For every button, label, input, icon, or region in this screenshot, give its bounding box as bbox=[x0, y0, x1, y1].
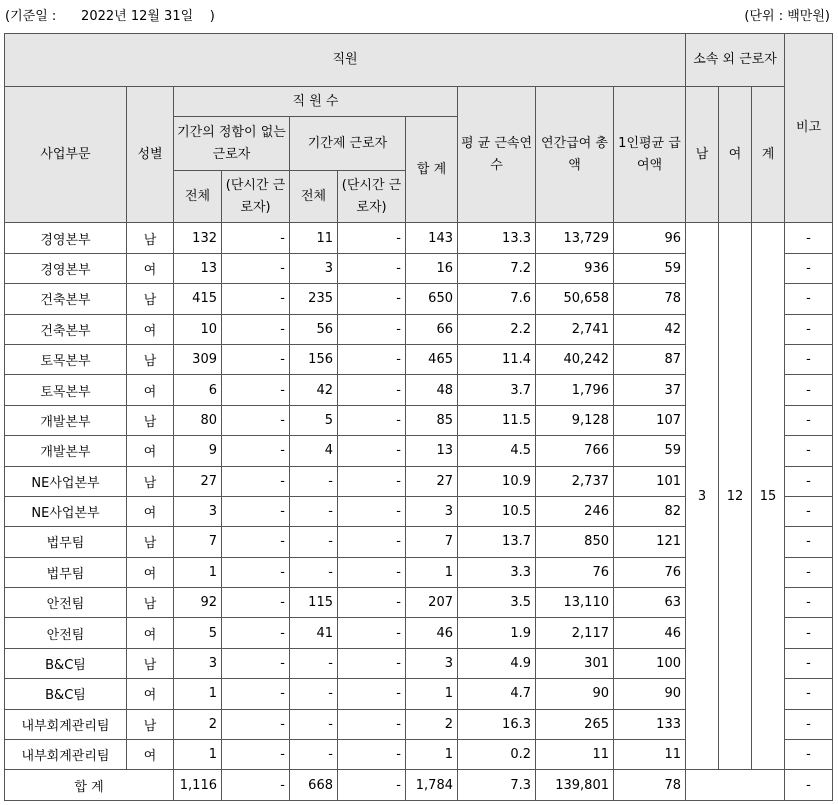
basis-date: (기준일 : 2022년 12월 31일 ) bbox=[5, 9, 215, 24]
header-fixed-part: (단시간 근로자) bbox=[338, 171, 406, 223]
header-avg-pay: 1인평균 급여액 bbox=[614, 87, 686, 223]
cell-sum: 2 bbox=[406, 709, 458, 739]
cell-remark: - bbox=[785, 314, 833, 344]
table-body bbox=[5, 223, 833, 800]
cell-pay-avg: 101 bbox=[614, 466, 686, 496]
cell-pay-total: 246 bbox=[536, 496, 614, 526]
cell-tenure: 3.3 bbox=[458, 557, 536, 587]
cell-remark: - bbox=[785, 344, 833, 374]
cell-tenure: 4.9 bbox=[458, 648, 536, 678]
cell-perm-part: - bbox=[222, 466, 290, 496]
cell-division: NE사업본부 bbox=[5, 496, 127, 526]
cell-fixed-total: 156 bbox=[290, 344, 338, 374]
cell-pay-total: 40,242 bbox=[536, 344, 614, 374]
cell-perm-total: 415 bbox=[174, 284, 222, 314]
employee-status-table bbox=[4, 33, 833, 801]
cell-fixed-part: - bbox=[338, 679, 406, 709]
cell-gender: 여 bbox=[127, 375, 174, 405]
cell-fixed-total: - bbox=[290, 496, 338, 526]
cell-fixed-part: - bbox=[338, 405, 406, 435]
cell-pay-avg: 42 bbox=[614, 314, 686, 344]
cell-tenure: 1.9 bbox=[458, 618, 536, 648]
cell-fixed-part: - bbox=[338, 253, 406, 283]
cell-fixed-part: - bbox=[338, 648, 406, 678]
cell-fixed-part: - bbox=[338, 588, 406, 618]
header-employees: 직원 bbox=[5, 34, 686, 87]
cell-tenure: 13.3 bbox=[458, 223, 536, 253]
cell-perm-total: 6 bbox=[174, 375, 222, 405]
header-permanent: 기간의 정함이 없는 근로자 bbox=[174, 117, 290, 171]
cell-pay-total: 50,658 bbox=[536, 284, 614, 314]
total-sum: 1,784 bbox=[406, 770, 458, 800]
cell-sum: 1 bbox=[406, 557, 458, 587]
cell-division: 법무팀 bbox=[5, 557, 127, 587]
cell-gender: 남 bbox=[127, 648, 174, 678]
cell-gender: 여 bbox=[127, 496, 174, 526]
cell-sum: 1 bbox=[406, 679, 458, 709]
cell-tenure: 7.2 bbox=[458, 253, 536, 283]
table-header bbox=[5, 34, 833, 223]
cell-pay-avg: 82 bbox=[614, 496, 686, 526]
cell-remark: - bbox=[785, 405, 833, 435]
cell-division: 개발본부 bbox=[5, 436, 127, 466]
cell-fixed-part: - bbox=[338, 740, 406, 770]
cell-pay-avg: 121 bbox=[614, 527, 686, 557]
cell-pay-avg: 46 bbox=[614, 618, 686, 648]
cell-fixed-total: - bbox=[290, 740, 338, 770]
cell-gender: 여 bbox=[127, 557, 174, 587]
cell-perm-total: 9 bbox=[174, 436, 222, 466]
cell-tenure: 4.5 bbox=[458, 436, 536, 466]
cell-perm-total: 5 bbox=[174, 618, 222, 648]
cell-fixed-total: - bbox=[290, 709, 338, 739]
cell-perm-total: 10 bbox=[174, 314, 222, 344]
cell-perm-part: - bbox=[222, 709, 290, 739]
cell-fixed-total: - bbox=[290, 679, 338, 709]
cell-remark: - bbox=[785, 679, 833, 709]
cell-perm-part: - bbox=[222, 223, 290, 253]
cell-pay-avg: 90 bbox=[614, 679, 686, 709]
cell-perm-total: 1 bbox=[174, 557, 222, 587]
cell-tenure: 11.5 bbox=[458, 405, 536, 435]
cell-perm-part: - bbox=[222, 588, 290, 618]
cell-division: B&C팀 bbox=[5, 648, 127, 678]
cell-sum: 27 bbox=[406, 466, 458, 496]
cell-pay-avg: 100 bbox=[614, 648, 686, 678]
header-subtotal: 합 계 bbox=[406, 117, 458, 223]
total-perm-part: - bbox=[222, 770, 290, 800]
cell-pay-total: 76 bbox=[536, 557, 614, 587]
cell-pay-avg: 11 bbox=[614, 740, 686, 770]
cell-division: 법무팀 bbox=[5, 527, 127, 557]
cell-fixed-total: 42 bbox=[290, 375, 338, 405]
cell-fixed-part: - bbox=[338, 466, 406, 496]
cell-pay-avg: 107 bbox=[614, 405, 686, 435]
cell-remark: - bbox=[785, 253, 833, 283]
cell-tenure: 0.2 bbox=[458, 740, 536, 770]
header-annual-pay: 연간급여 총 액 bbox=[536, 87, 614, 223]
cell-fixed-total: - bbox=[290, 557, 338, 587]
cell-pay-avg: 59 bbox=[614, 253, 686, 283]
cell-gender: 남 bbox=[127, 223, 174, 253]
cell-tenure: 11.4 bbox=[458, 344, 536, 374]
cell-perm-total: 92 bbox=[174, 588, 222, 618]
cell-perm-total: 2 bbox=[174, 709, 222, 739]
cell-remark: - bbox=[785, 436, 833, 466]
cell-tenure: 10.5 bbox=[458, 496, 536, 526]
cell-tenure: 16.3 bbox=[458, 709, 536, 739]
cell-gender: 남 bbox=[127, 709, 174, 739]
cell-pay-avg: 96 bbox=[614, 223, 686, 253]
cell-tenure: 3.7 bbox=[458, 375, 536, 405]
cell-perm-total: 309 bbox=[174, 344, 222, 374]
cell-fixed-total: 5 bbox=[290, 405, 338, 435]
cell-fixed-part: - bbox=[338, 314, 406, 344]
cell-pay-total: 2,117 bbox=[536, 618, 614, 648]
cell-division: 토목본부 bbox=[5, 375, 127, 405]
cell-sum: 207 bbox=[406, 588, 458, 618]
cell-fixed-total: 4 bbox=[290, 436, 338, 466]
cell-sum: 85 bbox=[406, 405, 458, 435]
cell-division: NE사업본부 bbox=[5, 466, 127, 496]
cell-division: 내부회계관리팀 bbox=[5, 740, 127, 770]
cell-fixed-total: - bbox=[290, 527, 338, 557]
header-avg-tenure: 평 균 근속연수 bbox=[458, 87, 536, 223]
cell-fixed-part: - bbox=[338, 527, 406, 557]
cell-perm-total: 3 bbox=[174, 496, 222, 526]
total-tenure: 7.3 bbox=[458, 770, 536, 800]
cell-perm-part: - bbox=[222, 496, 290, 526]
cell-remark: - bbox=[785, 466, 833, 496]
cell-sum: 48 bbox=[406, 375, 458, 405]
cell-gender: 남 bbox=[127, 344, 174, 374]
cell-tenure: 10.9 bbox=[458, 466, 536, 496]
cell-sum: 143 bbox=[406, 223, 458, 253]
cell-fixed-part: - bbox=[338, 375, 406, 405]
cell-division: B&C팀 bbox=[5, 679, 127, 709]
total-pay-avg: 78 bbox=[614, 770, 686, 800]
cell-pay-total: 2,741 bbox=[536, 314, 614, 344]
cell-pay-total: 766 bbox=[536, 436, 614, 466]
cell-sum: 1 bbox=[406, 740, 458, 770]
cell-perm-total: 80 bbox=[174, 405, 222, 435]
cell-perm-part: - bbox=[222, 679, 290, 709]
cell-gender: 남 bbox=[127, 466, 174, 496]
cell-pay-total: 265 bbox=[536, 709, 614, 739]
cell-gender: 여 bbox=[127, 679, 174, 709]
header-aff-male: 남 bbox=[686, 87, 719, 223]
cell-remark: - bbox=[785, 527, 833, 557]
affiliate-male: 3 bbox=[686, 223, 719, 770]
header-aff-total: 계 bbox=[752, 87, 785, 223]
cell-perm-part: - bbox=[222, 648, 290, 678]
cell-fixed-part: - bbox=[338, 557, 406, 587]
cell-pay-avg: 59 bbox=[614, 436, 686, 466]
header-division: 사업부문 bbox=[5, 87, 127, 223]
affiliate-female: 12 bbox=[719, 223, 752, 770]
cell-perm-total: 7 bbox=[174, 527, 222, 557]
cell-pay-total: 13,110 bbox=[536, 588, 614, 618]
cell-gender: 남 bbox=[127, 284, 174, 314]
cell-fixed-part: - bbox=[338, 618, 406, 648]
cell-gender: 여 bbox=[127, 253, 174, 283]
cell-pay-total: 1,796 bbox=[536, 375, 614, 405]
total-affiliates-blank bbox=[686, 770, 785, 800]
cell-sum: 46 bbox=[406, 618, 458, 648]
header-perm-total: 전체 bbox=[174, 171, 222, 223]
cell-pay-avg: 37 bbox=[614, 375, 686, 405]
header-fixed-total: 전체 bbox=[290, 171, 338, 223]
cell-pay-avg: 133 bbox=[614, 709, 686, 739]
cell-sum: 3 bbox=[406, 648, 458, 678]
unit-note: (단위 : 백만원) bbox=[744, 9, 830, 24]
cell-perm-part: - bbox=[222, 284, 290, 314]
cell-perm-part: - bbox=[222, 527, 290, 557]
cell-perm-part: - bbox=[222, 740, 290, 770]
cell-fixed-total: 235 bbox=[290, 284, 338, 314]
cell-division: 경영본부 bbox=[5, 253, 127, 283]
cell-perm-total: 3 bbox=[174, 648, 222, 678]
cell-tenure: 7.6 bbox=[458, 284, 536, 314]
cell-perm-total: 132 bbox=[174, 223, 222, 253]
cell-tenure: 3.5 bbox=[458, 588, 536, 618]
cell-fixed-total: 41 bbox=[290, 618, 338, 648]
cell-perm-part: - bbox=[222, 253, 290, 283]
cell-perm-part: - bbox=[222, 618, 290, 648]
header-perm-part: (단시간 근로자) bbox=[222, 171, 290, 223]
cell-tenure: 2.2 bbox=[458, 314, 536, 344]
cell-sum: 16 bbox=[406, 253, 458, 283]
total-pay-total: 139,801 bbox=[536, 770, 614, 800]
cell-fixed-part: - bbox=[338, 709, 406, 739]
cell-gender: 여 bbox=[127, 314, 174, 344]
cell-pay-avg: 87 bbox=[614, 344, 686, 374]
cell-pay-total: 850 bbox=[536, 527, 614, 557]
cell-gender: 남 bbox=[127, 405, 174, 435]
cell-fixed-part: - bbox=[338, 223, 406, 253]
cell-division: 내부회계관리팀 bbox=[5, 709, 127, 739]
cell-perm-part: - bbox=[222, 314, 290, 344]
cell-gender: 남 bbox=[127, 588, 174, 618]
cell-remark: - bbox=[785, 648, 833, 678]
cell-perm-part: - bbox=[222, 375, 290, 405]
cell-division: 안전팀 bbox=[5, 618, 127, 648]
cell-gender: 남 bbox=[127, 527, 174, 557]
cell-sum: 3 bbox=[406, 496, 458, 526]
cell-pay-avg: 63 bbox=[614, 588, 686, 618]
cell-fixed-part: - bbox=[338, 344, 406, 374]
header-remarks: 비고 bbox=[785, 34, 833, 223]
cell-pay-total: 936 bbox=[536, 253, 614, 283]
cell-perm-total: 13 bbox=[174, 253, 222, 283]
cell-remark: - bbox=[785, 588, 833, 618]
cell-remark: - bbox=[785, 223, 833, 253]
cell-division: 건축본부 bbox=[5, 314, 127, 344]
cell-tenure: 13.7 bbox=[458, 527, 536, 557]
cell-sum: 7 bbox=[406, 527, 458, 557]
cell-division: 안전팀 bbox=[5, 588, 127, 618]
cell-pay-total: 2,737 bbox=[536, 466, 614, 496]
cell-division: 건축본부 bbox=[5, 284, 127, 314]
total-fixed-total: 668 bbox=[290, 770, 338, 800]
cell-fixed-part: - bbox=[338, 284, 406, 314]
cell-perm-part: - bbox=[222, 557, 290, 587]
cell-pay-avg: 78 bbox=[614, 284, 686, 314]
cell-fixed-part: - bbox=[338, 436, 406, 466]
table-row bbox=[5, 223, 833, 253]
total-remark: - bbox=[785, 770, 833, 800]
cell-remark: - bbox=[785, 740, 833, 770]
cell-fixed-total: 56 bbox=[290, 314, 338, 344]
cell-remark: - bbox=[785, 709, 833, 739]
cell-perm-total: 1 bbox=[174, 679, 222, 709]
cell-fixed-total: 3 bbox=[290, 253, 338, 283]
total-row bbox=[5, 770, 833, 800]
header-headcount: 직 원 수 bbox=[174, 87, 458, 117]
cell-pay-avg: 76 bbox=[614, 557, 686, 587]
cell-remark: - bbox=[785, 557, 833, 587]
cell-sum: 650 bbox=[406, 284, 458, 314]
cell-remark: - bbox=[785, 618, 833, 648]
cell-sum: 465 bbox=[406, 344, 458, 374]
cell-remark: - bbox=[785, 496, 833, 526]
cell-pay-total: 11 bbox=[536, 740, 614, 770]
cell-perm-part: - bbox=[222, 436, 290, 466]
cell-pay-total: 13,729 bbox=[536, 223, 614, 253]
cell-remark: - bbox=[785, 284, 833, 314]
cell-division: 토목본부 bbox=[5, 344, 127, 374]
total-fixed-part: - bbox=[338, 770, 406, 800]
cell-division: 개발본부 bbox=[5, 405, 127, 435]
cell-perm-total: 27 bbox=[174, 466, 222, 496]
cell-perm-total: 1 bbox=[174, 740, 222, 770]
cell-fixed-total: - bbox=[290, 466, 338, 496]
cell-gender: 여 bbox=[127, 740, 174, 770]
cell-pay-total: 301 bbox=[536, 648, 614, 678]
header-gender: 성별 bbox=[127, 87, 174, 223]
affiliate-total: 15 bbox=[752, 223, 785, 770]
cell-fixed-part: - bbox=[338, 496, 406, 526]
cell-pay-total: 9,128 bbox=[536, 405, 614, 435]
cell-fixed-total: 11 bbox=[290, 223, 338, 253]
cell-tenure: 4.7 bbox=[458, 679, 536, 709]
total-perm-total: 1,116 bbox=[174, 770, 222, 800]
table-caption bbox=[0, 0, 838, 30]
cell-division: 경영본부 bbox=[5, 223, 127, 253]
cell-fixed-total: 115 bbox=[290, 588, 338, 618]
cell-gender: 여 bbox=[127, 618, 174, 648]
cell-perm-part: - bbox=[222, 344, 290, 374]
total-label: 합 계 bbox=[5, 770, 174, 800]
cell-pay-total: 90 bbox=[536, 679, 614, 709]
cell-fixed-total: - bbox=[290, 648, 338, 678]
cell-sum: 13 bbox=[406, 436, 458, 466]
cell-sum: 66 bbox=[406, 314, 458, 344]
cell-gender: 여 bbox=[127, 436, 174, 466]
cell-remark: - bbox=[785, 375, 833, 405]
cell-perm-part: - bbox=[222, 405, 290, 435]
header-fixed-term: 기간제 근로자 bbox=[290, 117, 406, 171]
header-affiliates: 소속 외 근로자 bbox=[686, 34, 785, 87]
header-aff-female: 여 bbox=[719, 87, 752, 223]
